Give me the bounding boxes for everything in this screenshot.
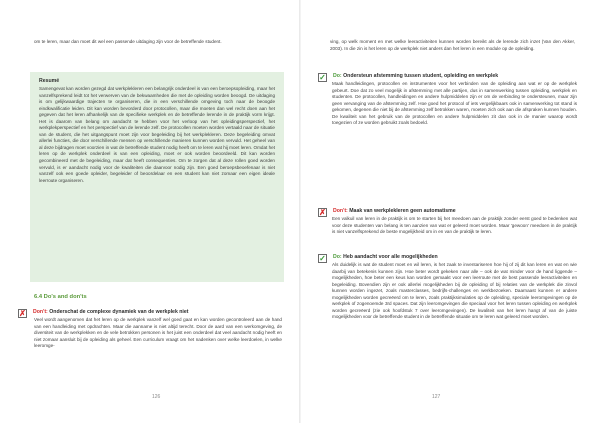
- summary-body: Samengevat kan worden gezegd dat werkplekleren een belangrijk onderdeel is van een beroepsopleiding, maar het vanzelfsprekend leidt tot het verwerven van de bekwaamheden die met de opleiding worden beoogd. De uitdaging is om gelijkwaardige trajecten te organiseren, die in een verschillende omgeving toch naar de beoogde eindkwalificatie leiden. Dit kan worden bevorderd door protocollen, maar die moeten dan wel recht doen aan het gegeven dat het leren afhankelijk van de specifieke werkplek en de betreffende lerende in de praktijk vorm krijgt. Het is daarom van belang om aandacht te hebben voor het verloop van het opleidingsperspectief, het werkplekperspectief en het perspectief van de lerende zelf. De protocollen moeten worden vertaald naar de situatie van de student, die het uitgangspunt moet zijn voor begeleiding bij het werkplekleren. Deze begeleiding omvat allerlei functies, die door verschillende mensen op verschillende manieren kunnen worden vervuld. Het geheel van al deze bijdragen moet voorzien in wat de betreffende student nodig heeft om te leren wat hij moet leren. Omdat het leren op de werkplek onderdeel is van een opleiding, moet er ook worden beoordeeld. Dit kan worden gecombineerd met de begeleiding, maar dat heeft consequenties. Om te zorgen dat al deze rollen goed worden vervuld, is er aandacht nodig voor de kwaliteiten die daarvoor nodig zijn. Een goed beroepsbeoefenaar is niet vanzelf ook een goede opleider, begeleider of beoordelaar en een student kan niet zomaar een eigen ideale leerroute organiseren.: [39, 86, 275, 183]
- item-heading: Maak van werkplekleren geen automatisme: [349, 208, 456, 214]
- right-page: [300, 0, 600, 423]
- item-body: Veel wordt aangenomen dat het leren op de werkplek vanzelf wel goed gaat en kan worden gecontroleerd aan de hand van een handleiding met opdrachten. Maar die aanname is niet altijd terecht. Door de aard van een werkomgeving, de diversiteit van de werkplekken en de vele betrokken personen is het juist een onderdeel dat veel aandacht nodig heeft en niet zomaar aansluit bij de opleiding als geheel. Een curriculum vraagt om het nadenken over welke leerdoelen, in welke leeromge-: [34, 317, 282, 349]
- item-heading: Heb aandacht voor alle mogelijkheden: [343, 254, 438, 260]
- item-prefix: Do:: [333, 254, 342, 260]
- cross-icon: ✗: [319, 208, 326, 217]
- page-number-right: 127: [432, 394, 441, 400]
- section-heading: 6.4 Do's and don'ts: [34, 294, 87, 300]
- summary-box: [30, 72, 284, 282]
- item-heading: Onderschat de complexe dynamiek van de werkplek niet: [49, 309, 189, 315]
- right-intro-text: ving, op welk moment en met welke leeractiviteiten kunnen worden bereikt als de lerende zich inzet (Van den Akker, 2003). In die zin is het leren op de werkplek niet anders dan het leren in een module op de opleiding.: [330, 39, 575, 51]
- item-prefix: Do:: [333, 73, 342, 79]
- item-title: [333, 208, 456, 214]
- checkmark-icon: ✓: [319, 254, 326, 263]
- left-intro-text: om te leren, maar dan moet dit wel een passende uitdaging zijn voor de betreffende student.: [34, 39, 222, 44]
- page-number-left: 126: [152, 394, 161, 400]
- item-prefix: Don't:: [33, 309, 48, 315]
- summary-title: Resumé: [39, 78, 60, 84]
- checkmark-icon: ✓: [319, 73, 326, 82]
- cross-icon: ✗: [19, 309, 26, 318]
- item-title: [333, 73, 498, 79]
- item-heading: Ondersteun afstemming tussen student, opleiding en werkplek: [343, 73, 499, 79]
- item-title: [33, 309, 189, 315]
- item-body: Een valkuil van leren in de praktijk is om te starten bij het meedoen aan de praktijk zonder eerst goed te bedenken wat voor deze studenten van belang is ten aanzien van wat er geleerd moet worden. Maar 'gewoon' meedoen in de praktijk is niet vanzelfsprekend de beste mogelijkheid om in en van de praktijk te leren.: [332, 216, 577, 235]
- item-prefix: Don't:: [333, 208, 348, 214]
- item-body: Als duidelijk is wat de student moet en wil leren, is het zaak te inventariseren hoe hij of zij dit kan leren en wat en wie daarbij van betekenis kunnen zijn. Hoe beter wordt gekeken naar alle – ook de wat minder voor de hand liggende – mogelijkheden, hoe beter een keus kan worden gemaakt voor een leerroute met de best passende leeractiviteiten en begeleiding. Bovendien zijn er ook allerlei mogelijkheden bij de opleiding of bij relaties van de werkplek die zinvol kunnen worden ingezet, zoals masterclasses, bedrijfs-challenges en werkbezoeken. Daarnaast kunnen er andere mogelijkheden worden gecreëerd om te leren, zoals praktijksimulaties op de opleiding, speciale leeromgevingen op de werkplek of zogenoemde 3rd spaces. Dat zijn leeromgevingen die speciaal voor het leren tussen opleiding en werkplek worden gecreëerd (zie ook hoofdstuk 7 over leeromgevingen). De kwaliteit van het leren hangt af van de juiste mogelijkheden voor de betreffende student in de betreffende situatie om te leren wat geleerd moet worden.: [332, 262, 577, 320]
- item-title: [333, 254, 438, 260]
- item-body: Maak handleidingen, protocollen en instrumenten voor het verbinden van de opleiding aan wat er op de werkplek gebeurt. Doe dat zo veel mogelijk in afstemming met alle partijen, dus in samenwerking tussen opleiding, werkplek en studenten. De protocollen, handleidingen en andere hulpmiddelen zijn er om de verbinding te ondersteunen, maar zijn geen vervanging van de afstemming zelf. Hoe goed het protocol of iets vergelijkbaars ook in samenwerking tot stand is gekomen, degenen die niet bij de afstemming zelf betrokken waren, moeten zich ook aan die afspraken kunnen houden. De kwaliteit van het gebruik van de protocollen en andere hulpmiddelen zit dan ook in de manier waarop wordt toegezien of ze worden gebruikt zoals bedoeld.: [332, 81, 577, 126]
